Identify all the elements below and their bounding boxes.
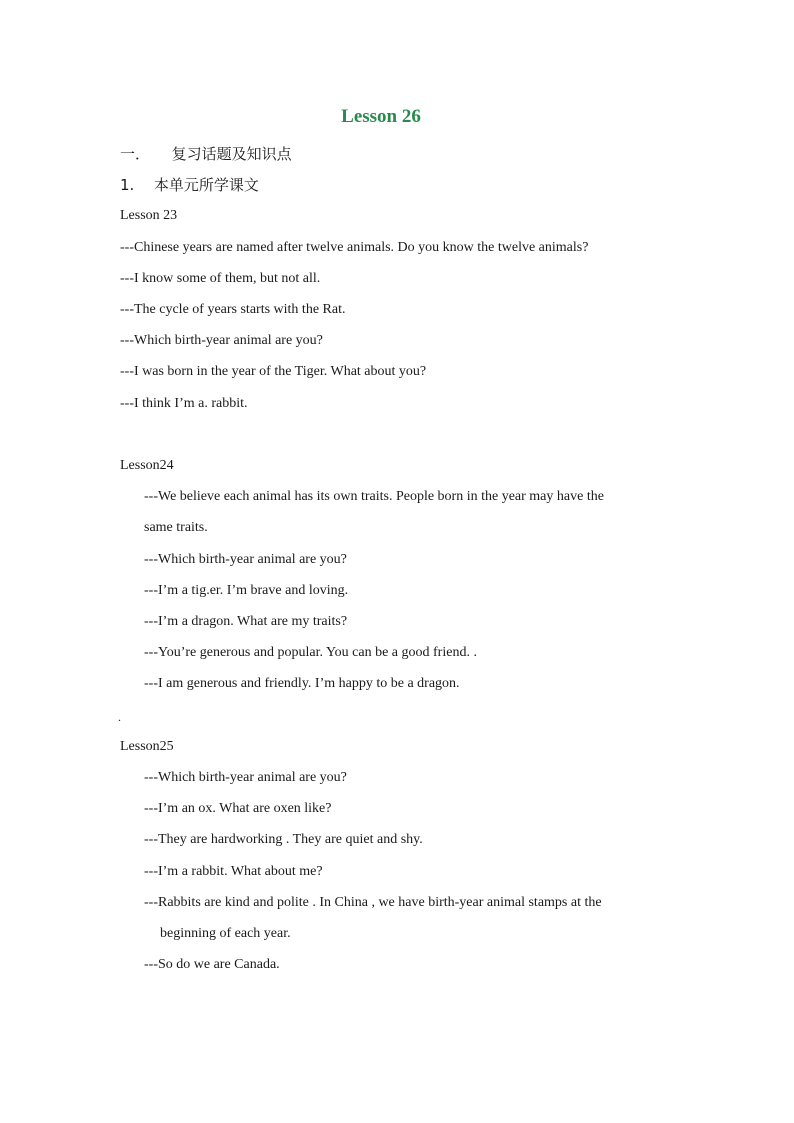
lesson-24-line: ---Which birth-year animal are you?	[144, 552, 347, 567]
lesson-25-line: ---I’m a rabbit. What about me?	[144, 864, 323, 879]
lesson-25-line: ---Which birth-year animal are you?	[144, 770, 347, 785]
section-number: 一．	[120, 145, 151, 163]
lesson-24-line: same traits.	[144, 520, 208, 535]
lesson-24-line: ---I am generous and friendly. I’m happy to be a dragon.	[144, 676, 460, 691]
lesson-24-line: ---We believe each animal has its own traits. People born in the year may have the	[144, 489, 604, 504]
lesson-25-line: ---I’m an ox. What are oxen like?	[144, 801, 332, 816]
lesson-23-line: ---I was born in the year of the Tiger. What about you?	[120, 364, 427, 379]
lesson-25-line: beginning of each year.	[160, 926, 291, 941]
subsection-heading	[120, 176, 259, 194]
lesson-25-line: ---So do we are Canada.	[144, 957, 280, 972]
lesson-23-label: Lesson 23	[120, 208, 178, 223]
subsection-number: 1.	[120, 176, 135, 194]
lesson-25-line: ---They are hardworking . They are quiet and shy.	[144, 832, 423, 847]
lesson-23-line: ---Chinese years are named after twelve animals. Do you know the twelve animals?	[120, 240, 589, 255]
subsection-title: 本单元所学课文	[153, 176, 259, 194]
lesson-23-line: ---The cycle of years starts with the Rat.	[120, 302, 346, 317]
lesson-25-label: Lesson25	[120, 739, 174, 754]
lesson-23-line: ---I know some of them, but not all.	[120, 271, 321, 286]
separator-dot: .	[118, 710, 121, 724]
lesson-25-line: ---Rabbits are kind and polite . In China , we have birth-year animal stamps at the	[144, 895, 602, 910]
section-title: 复习话题及知识点	[171, 145, 292, 163]
lesson-24-line: ---I’m a tig.er. I’m brave and loving.	[144, 583, 349, 598]
lesson-24-label: Lesson24	[120, 458, 174, 473]
lesson-24-line: ---I’m a dragon. What are my traits?	[144, 614, 348, 629]
lesson-24-line: ---You’re generous and popular. You can be a good friend. .	[144, 645, 477, 660]
section-heading	[120, 145, 292, 163]
lesson-23-line: ---Which birth-year animal are you?	[120, 333, 323, 348]
lesson-23-line: ---I think I’m a. rabbit.	[120, 396, 248, 411]
page-title: Lesson 26	[341, 106, 421, 127]
